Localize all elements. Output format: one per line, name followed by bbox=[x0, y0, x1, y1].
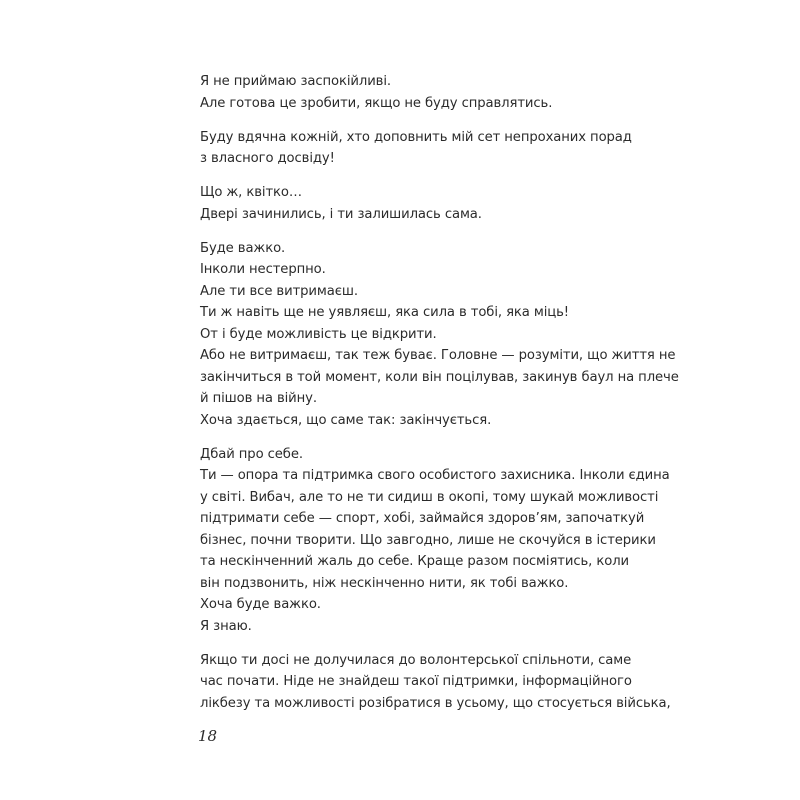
text-line: Або не витримаєш, так теж буває. Головне — розуміти, що життя не bbox=[200, 348, 676, 363]
paragraph bbox=[200, 650, 671, 715]
text-line: лікбезу та можливості розібратися в усьому, що стосується війська, bbox=[200, 695, 671, 711]
text-line: Але ти все витримаєш. bbox=[200, 283, 358, 299]
text-line: Я не приймаю заспокійливі. bbox=[200, 74, 392, 89]
page-number: 18 bbox=[198, 727, 218, 745]
page-body-text bbox=[200, 71, 679, 727]
text-line: з власного досвіду! bbox=[200, 151, 335, 166]
text-line: Якщо ти досі не долучилася до волонтерської спільноти, саме bbox=[200, 652, 632, 668]
text-line: закінчиться в той момент, коли він поцілував, закинув баул на плече bbox=[200, 369, 679, 385]
paragraph bbox=[200, 238, 679, 432]
paragraph bbox=[200, 182, 620, 225]
text-line: Дбай про себе. bbox=[200, 446, 303, 462]
paragraph bbox=[200, 127, 632, 170]
text-line: час почати. Ніде не знайдеш такої підтримки, інформаційного bbox=[200, 674, 632, 689]
text-line: Що ж, квітко… bbox=[200, 185, 302, 200]
text-line: От і буде можливість це відкрити. bbox=[200, 326, 437, 342]
text-line: він подзвонить, ніж нескінченно нити, як тобі важко. bbox=[200, 575, 569, 591]
text-line: Хоча здається, що саме так: закінчується. bbox=[200, 412, 492, 428]
text-line: Я знаю. bbox=[200, 618, 252, 634]
paragraph bbox=[200, 71, 620, 114]
text-line: Хоча буде важко. bbox=[200, 597, 321, 612]
text-line: Буде важко. bbox=[200, 240, 286, 256]
paragraph bbox=[200, 444, 670, 638]
text-line: бізнес, почни творити. Що завгодно, лише не скочуйся в істерики bbox=[200, 532, 656, 548]
text-line: Двері зачинились, і ти залишилась сама. bbox=[200, 206, 482, 222]
text-line: Але готова це зробити, якщо не буду справлятись. bbox=[200, 95, 553, 111]
text-line: підтримати себе — спорт, хобі, займайся здоров’ям, започаткуй bbox=[200, 511, 645, 526]
text-line: та нескінченний жаль до себе. Краще разом посміятись, коли bbox=[200, 554, 629, 569]
text-line: Ти — опора та підтримка свого особистого захисника. Інколи єдина bbox=[200, 468, 670, 483]
text-line: Ти ж навіть ще не уявляєш, яка сила в тобі, яка міць! bbox=[200, 305, 569, 320]
text-line: й пішов на війну. bbox=[200, 391, 317, 406]
text-line: Буду вдячна кожній, хто доповнить мій сет непроханих порад bbox=[200, 129, 632, 145]
text-line: Інколи нестерпно. bbox=[200, 262, 326, 277]
text-line: у світі. Вибач, але то не ти сидиш в окопі, тому шукай можливості bbox=[200, 489, 659, 505]
